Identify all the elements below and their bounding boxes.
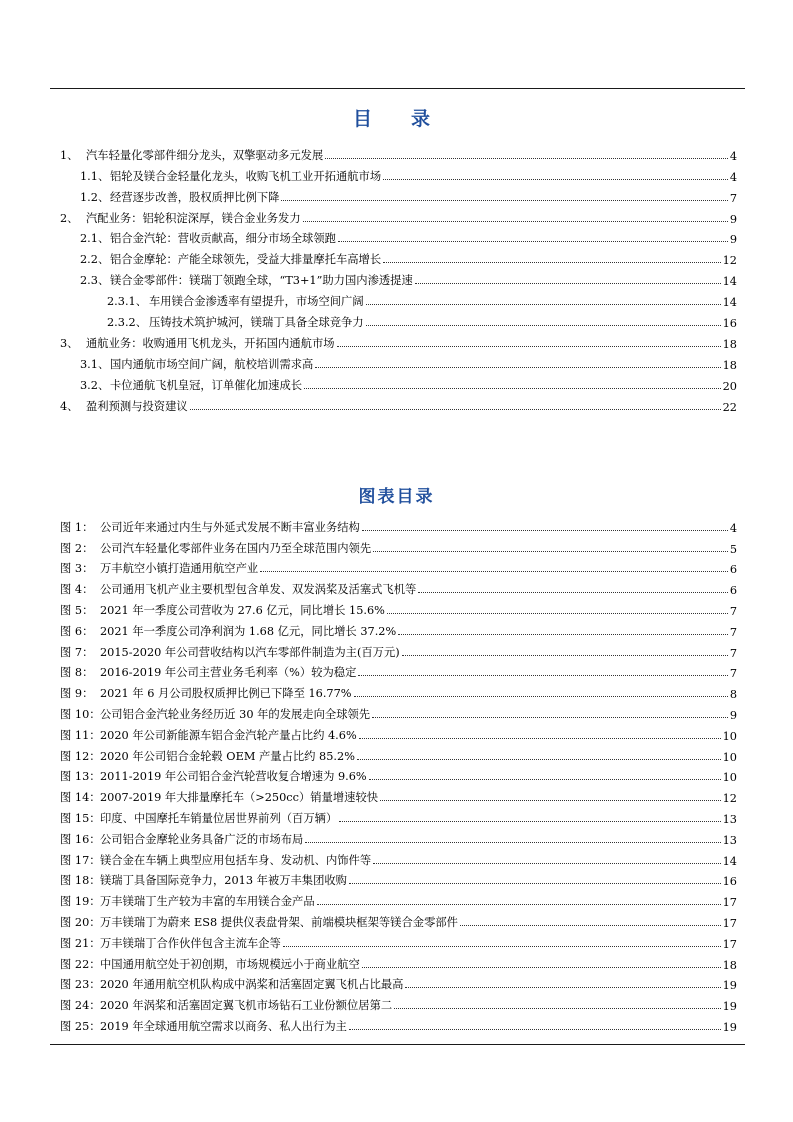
figure-entry-number: 图 12： [60,749,101,763]
toc-entry[interactable] [0,351,793,372]
toc-entry-title: 汽配业务：铝轮积淀深厚，镁合金业务发力 [86,211,301,225]
figure-entry-number: 图 6： [60,624,94,638]
dot-leader [317,904,721,905]
figure-entry-number: 图 3： [60,562,94,576]
header-rule [50,88,745,89]
dot-leader [359,738,721,739]
toc-entry-number: 2.3.2、 [107,316,148,330]
figure-entry-title: 2019 年全球通用航空需求以商务、私人出行为主 [100,1019,347,1033]
toc-entry-number: 2.3.1、 [107,295,148,309]
dot-leader [303,221,728,222]
toc-entry-number: 1.1、 [80,169,110,183]
figure-entry[interactable] [0,722,793,743]
figure-entry-title: 公司通用飞机产业主要机型包含单发、双发涡桨及活塞式飞机等 [100,583,417,597]
toc-entry[interactable] [0,267,793,288]
figure-entry[interactable] [0,951,793,972]
toc-entry[interactable] [0,372,793,393]
toc-entry-title: 车用镁合金渗透率有望提升，市场空间广阔 [149,295,364,309]
toc-entry-page: 14 [722,296,737,310]
figure-entry-title: 镁合金在车辆上典型应用包括车身、发动机、内饰件等 [100,853,372,867]
toc-entry-number: 3、 [60,336,79,350]
figure-entry-title: 2007-2019 年大排量摩托车（>250cc）销量增速较快 [100,791,379,805]
toc-entry-number: 3.1、 [80,357,110,371]
toc-entry-page: 18 [722,337,737,351]
dot-leader [402,655,728,656]
toc-entry-number: 2.1、 [80,232,110,246]
toc-entry-page: 4 [729,170,737,184]
figure-entry-number: 图 14： [60,791,101,805]
figure-entry-page: 9 [729,708,737,722]
toc-title: 目 录 [352,108,440,130]
toc-entry-title: 铝轮及镁合金轻量化龙头，收购飞机工业开拓通航市场 [110,169,382,183]
toc-entry-number: 1、 [60,148,79,162]
figure-entry-title: 公司汽车轻量化零部件业务在国内乃至全球范围内领先 [100,541,372,555]
figure-entry-page: 14 [722,854,737,868]
dot-leader [380,800,721,801]
figure-entry-page: 6 [729,563,737,577]
figure-entry[interactable] [0,909,793,930]
figure-entry-title: 万丰镁瑞丁合作伙伴包含主流车企等 [100,936,281,950]
toc-entry-title: 铝合金摩轮：产能全球领先，受益大排量摩托车高增长 [110,253,382,267]
dot-leader [415,283,721,284]
figure-entry-title: 中国通用航空处于初创期，市场规模远小于商业航空 [100,957,360,971]
dot-leader [349,883,721,884]
figure-entry[interactable] [0,930,793,951]
dot-leader [387,613,728,614]
figure-entry-number: 图 20： [60,915,101,929]
figure-entry-number: 图 9： [60,687,94,701]
figure-entry-number: 图 8： [60,666,94,680]
figure-entry-page: 7 [729,625,737,639]
dot-leader [190,409,721,410]
figure-entry-page: 17 [722,896,737,910]
figure-entry-page: 10 [722,771,737,785]
dot-leader [358,675,727,676]
dot-leader [339,821,720,822]
figure-entry-number: 图 10： [60,707,101,721]
figure-entry[interactable] [0,805,793,826]
figure-entry-number: 图 16： [60,832,101,846]
dot-leader [362,967,721,968]
toc-entry-page: 22 [722,400,737,414]
figure-entry-title: 2015-2020 年公司营收结构以汽车零部件制造为主(百万元) [100,645,400,659]
toc-entry[interactable] [0,205,793,226]
figure-entry-page: 17 [722,937,737,951]
figure-entry-page: 7 [729,646,737,660]
figure-entry[interactable] [0,556,793,577]
dot-leader [304,388,721,389]
figure-entry-page: 16 [722,875,737,889]
dot-leader [405,987,720,988]
dot-leader [372,717,728,718]
dot-leader [305,842,720,843]
figure-entry-title: 2020 年公司新能源车铝合金汽轮产量占比约 4.6% [100,728,357,742]
toc-entry-page: 18 [722,358,737,372]
figure-entry-page: 13 [722,812,737,826]
figure-entry-title: 2021 年一季度公司营收为 27.6 亿元，同比增长 15.6% [100,603,385,617]
figure-entry-number: 图 17： [60,853,101,867]
figure-entry[interactable] [0,868,793,889]
figure-entry-page: 17 [722,916,737,930]
toc-entry-number: 2.2、 [80,253,110,267]
footer-rule [50,1044,745,1045]
figure-entry-number: 图 5： [60,603,94,617]
figure-entry-page: 6 [729,584,737,598]
toc-entry[interactable] [0,184,793,205]
figure-entry[interactable] [0,847,793,868]
dot-leader [394,1008,720,1009]
figure-entry-page: 8 [729,688,737,702]
toc-entry-page: 12 [722,254,737,268]
figure-entry-page: 5 [729,542,737,556]
dot-leader [315,367,720,368]
toc-entry-title: 汽车轻量化零部件细分龙头，双擎驱动多元发展 [86,148,324,162]
figure-entry-number: 图 24： [60,999,101,1013]
figure-entry[interactable] [0,826,793,847]
toc-entry-number: 1.2、 [80,190,110,204]
figure-entry[interactable] [0,888,793,909]
dot-leader [366,304,721,305]
figure-entry-number: 图 2： [60,541,94,555]
figure-entry-page: 13 [722,833,737,847]
toc-entry[interactable] [0,246,793,267]
figure-entry-title: 印度、中国摩托车销量位居世界前列（百万辆） [100,811,338,825]
dot-leader [281,200,727,201]
dot-leader [373,863,720,864]
dot-leader [369,779,721,780]
toc-entry-page: 20 [722,379,737,393]
toc-entry[interactable] [0,142,793,163]
figure-entry-title: 2020 年涡桨和活塞固定翼飞机市场钻石工业份额位居第二 [100,999,393,1013]
toc-entry-title: 压铸技术筑护城河，镁瑞丁具备全球竞争力 [149,316,364,330]
figure-entry-page: 18 [722,958,737,972]
dot-leader [349,1029,721,1030]
dot-leader [383,179,728,180]
figure-entry-page: 10 [722,750,737,764]
toc-list [0,142,793,414]
figure-entry-page: 7 [729,667,737,681]
figure-entry-page: 10 [722,729,737,743]
toc-entry-title: 卡位通航飞机皇冠，订单催化加速成长 [110,378,303,392]
figure-entry-number: 图 25： [60,1019,101,1033]
dot-leader [283,946,721,947]
dot-leader [260,571,728,572]
figure-entry-number: 图 21： [60,936,101,950]
figure-entry[interactable] [0,972,793,993]
dot-leader [338,241,728,242]
dot-leader [325,158,728,159]
toc-entry[interactable] [0,309,793,330]
figures-title: 图表目录 [358,487,435,507]
figure-entry-page: 4 [729,521,737,535]
toc-entry-number: 2.3、 [80,274,110,288]
figure-entry-number: 图 7： [60,645,94,659]
figure-entry[interactable] [0,764,793,785]
toc-entry-title: 镁合金零部件：镁瑞丁领跑全球，“T3+1”助力国内渗透提速 [110,274,413,288]
figure-entry-title: 2016-2019 年公司主营业务毛利率（%）较为稳定 [100,666,357,680]
figure-entry-page: 19 [722,979,737,993]
toc-entry-title: 通航业务：收购通用飞机龙头，开拓国内通航市场 [86,336,335,350]
toc-entry[interactable] [0,288,793,309]
toc-entry-title: 盈利预测与投资建议 [86,399,188,413]
toc-entry-title: 国内通航市场空间广阔，航校培训需求高 [110,357,314,371]
toc-entry-page: 16 [722,317,737,331]
figure-entry-title: 公司近年来通过内生与外延式发展不断丰富业务结构 [100,520,360,534]
toc-entry[interactable] [0,163,793,184]
toc-entry-number: 4、 [60,399,79,413]
dot-leader [460,925,721,926]
dot-leader [354,696,728,697]
figure-entry-number: 图 11： [60,728,101,742]
figure-entry-number: 图 1： [60,520,94,534]
figure-entry-number: 图 15： [60,811,101,825]
figure-entry[interactable] [0,1013,793,1034]
figure-entry-title: 2011-2019 年公司铝合金汽轮营收复合增速为 9.6% [100,770,367,784]
toc-entry-page: 14 [722,275,737,289]
toc-entry-page: 9 [729,233,737,247]
toc-entry-number: 2、 [60,211,79,225]
dot-leader [362,530,728,531]
toc-entry-title: 铝合金汽轮：营收贡献高，细分市场全球领跑 [110,232,336,246]
figure-entry-title: 2021 年一季度公司净利润为 1.68 亿元，同比增长 37.2% [100,624,397,638]
figure-entry-title: 2020 年通用航空机队构成中涡桨和活塞固定翼飞机占比最高 [100,978,404,992]
figure-entry[interactable] [0,660,793,681]
toc-entry[interactable] [0,330,793,351]
toc-entry-title: 经营逐步改善，股权质押比例下降 [110,190,280,204]
figure-entry-number: 图 18： [60,874,101,888]
figure-entry[interactable] [0,680,793,701]
figure-entry-title: 2020 年公司铝合金轮毂 OEM 产量占比约 85.2% [100,749,355,763]
figure-entry-title: 万丰航空小镇打造通用航空产业 [100,562,259,576]
dot-leader [418,592,727,593]
figure-entry[interactable] [0,597,793,618]
figure-entry-page: 12 [722,792,737,806]
figure-entry-page: 19 [722,1020,737,1034]
figure-entry-number: 图 23： [60,978,101,992]
figure-entry-title: 万丰镁瑞丁为蔚来 ES8 提供仪表盘骨架、前端模块框架等镁合金零部件 [100,915,458,929]
toc-entry-page: 9 [729,212,737,226]
figure-entry-number: 图 4： [60,583,94,597]
figure-entry[interactable] [0,701,793,722]
dot-leader [373,551,728,552]
figure-entry[interactable] [0,576,793,597]
figure-entry[interactable] [0,743,793,764]
figure-entry-number: 图 22： [60,957,101,971]
dot-leader [383,262,720,263]
toc-entry[interactable] [0,226,793,247]
figure-entry[interactable] [0,514,793,535]
figure-entry[interactable] [0,784,793,805]
figure-entry[interactable] [0,535,793,556]
figure-entry[interactable] [0,618,793,639]
figure-entry[interactable] [0,639,793,660]
dot-leader [398,634,728,635]
figure-entry-title: 2021 年 6 月公司股权质押比例已下降至 16.77% [100,687,352,701]
dot-leader [357,759,721,760]
figure-entry-title: 镁瑞丁具备国际竞争力，2013 年被万丰集团收购 [100,874,347,888]
figure-entry-title: 万丰镁瑞丁生产较为丰富的车用镁合金产品 [100,895,315,909]
toc-entry-number: 3.2、 [80,378,110,392]
figure-entry-page: 7 [729,604,737,618]
figure-entry[interactable] [0,992,793,1013]
figure-entry-number: 图 13： [60,770,101,784]
toc-entry[interactable] [0,393,793,414]
toc-entry-page: 7 [729,191,737,205]
dot-leader [337,346,721,347]
figure-entry-page: 19 [722,1000,737,1014]
figure-entry-title: 公司铝合金摩轮业务具备广泛的市场布局 [100,832,304,846]
figure-entry-title: 公司铝合金汽轮业务经历近 30 年的发展走向全球领先 [100,707,371,721]
dot-leader [366,325,721,326]
figures-list [0,514,793,1034]
figure-entry-number: 图 19： [60,895,101,909]
toc-entry-page: 4 [729,149,737,163]
